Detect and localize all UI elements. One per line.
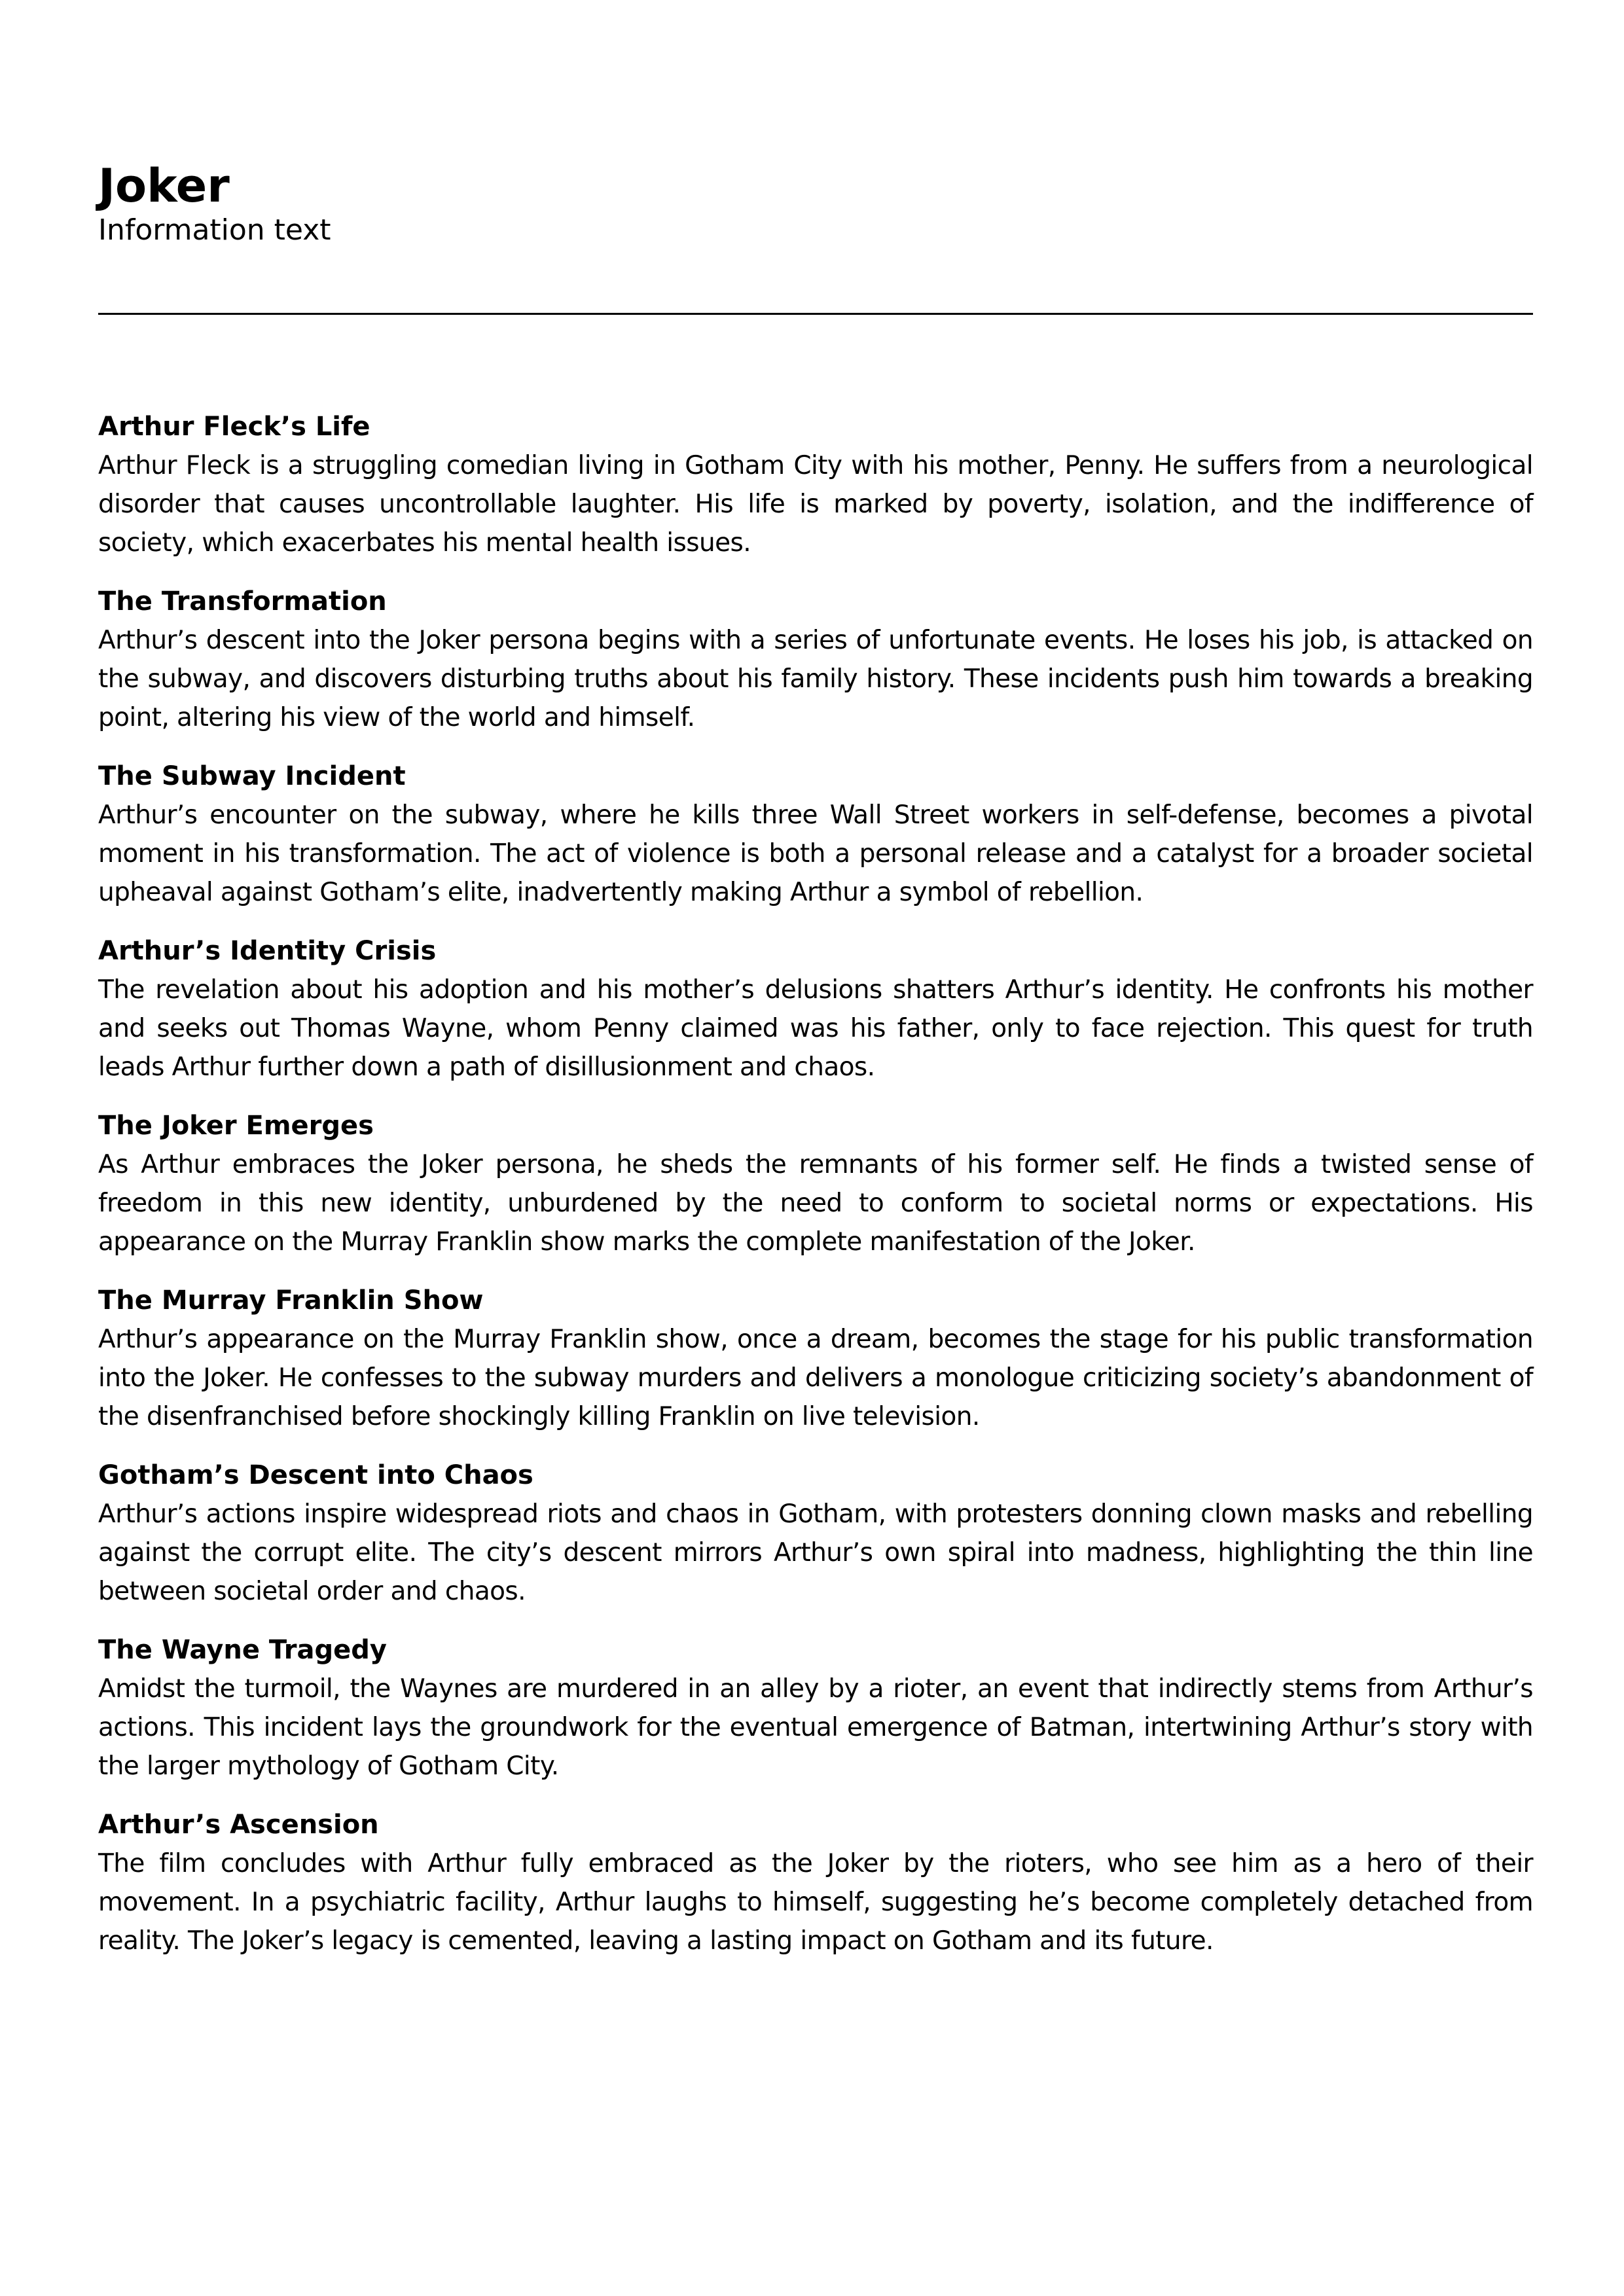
section-body: Amidst the turmoil, the Waynes are murdered in an alley by a rioter, an event that indirectly stems from Arthur’s actions. This incident lays the groundwork for the eventual emergence of Batman, intertwining Arthur’s story with the larger mythology of Gotham City. (98, 1674, 1533, 1781)
document-page (98, 158, 1533, 1956)
section-body: The revelation about his adoption and his mother’s delusions shatters Arthur’s identity. He confronts his mother and seeks out Thomas Wayne, whom Penny claimed was his father, only to face rejection. This quest for truth leads Arthur further down a path of disillusionment and chaos. (98, 975, 1533, 1082)
section-body: The film concludes with Arthur fully embraced as the Joker by the rioters, who see him as a hero of their movement. In a psychiatric facility, Arthur laughs to himself, suggesting he’s become completely detached from reality. The Joker’s legacy is cemented, leaving a lasting impact on Gotham and its future. (98, 1849, 1533, 1956)
section-the-murray-franklin-show (98, 1281, 1533, 1436)
document-title: Joker (98, 159, 230, 213)
sections-container (98, 407, 1533, 1980)
section-heading: Arthur Fleck’s Life (98, 412, 370, 442)
section-body: Arthur’s descent into the Joker persona begins with a series of unfortunate events. He loses his job, is attacked on the subway, and discovers disturbing truths about his family history. These incidents push him towards a breaking point, altering his view of the world and himself. (98, 626, 1533, 732)
section-body: Arthur’s appearance on the Murray Franklin show, once a dream, becomes the stage for his public transformation into the Joker. He confesses to the subway murders and delivers a monologue criticizing society’s abandonment of the disenfranchised before shockingly killing Franklin on live television. (98, 1325, 1533, 1431)
section-arthurs-ascension (98, 1805, 1533, 1960)
section-body: Arthur’s actions inspire widespread riots and chaos in Gotham, with protesters donning clown masks and rebelling against the corrupt elite. The city’s descent mirrors Arthur’s own spiral into madness, highlighting the thin line between societal order and chaos. (98, 1499, 1533, 1606)
section-heading: Gotham’s Descent into Chaos (98, 1460, 533, 1490)
section-body: Arthur’s encounter on the subway, where he kills three Wall Street workers in self-defense, becomes a pivotal moment in his transformation. The act of violence is both a personal release and a catalyst for a broader societal upheaval against Gotham’s elite, inadvertently making Arthur a symbol of rebellion. (98, 800, 1533, 907)
section-arthur-flecks-life (98, 407, 1533, 562)
section-the-joker-emerges (98, 1106, 1533, 1261)
section-body: Arthur Fleck is a struggling comedian living in Gotham City with his mother, Penny. He suffers from a neurological disorder that causes uncontrollable laughter. His life is marked by poverty, isolation, and the indifference of society, which exacerbates his mental health issues. (98, 451, 1533, 558)
header-divider (98, 313, 1533, 315)
section-heading: Arthur’s Ascension (98, 1810, 379, 1840)
section-the-subway-incident (98, 757, 1533, 912)
section-the-wayne-tragedy (98, 1630, 1533, 1785)
section-heading: The Transformation (98, 586, 387, 617)
section-heading: The Subway Incident (98, 761, 406, 791)
section-heading: The Murray Franklin Show (98, 1285, 484, 1316)
section-body: As Arthur embraces the Joker persona, he sheds the remnants of his former self. He finds a twisted sense of freedom in this new identity, unburdened by the need to conform to societal norms or expectations. His appearance on the Murray Franklin show marks the complete manifestation of the Joker. (98, 1150, 1533, 1257)
section-heading: The Wayne Tragedy (98, 1635, 387, 1665)
section-heading: Arthur’s Identity Crisis (98, 936, 437, 966)
section-arthurs-identity-crisis (98, 931, 1533, 1086)
section-gothams-descent-into-chaos (98, 1456, 1533, 1611)
section-the-transformation (98, 582, 1533, 737)
section-heading: The Joker Emerges (98, 1111, 374, 1141)
document-subtitle: Information text (98, 213, 331, 247)
